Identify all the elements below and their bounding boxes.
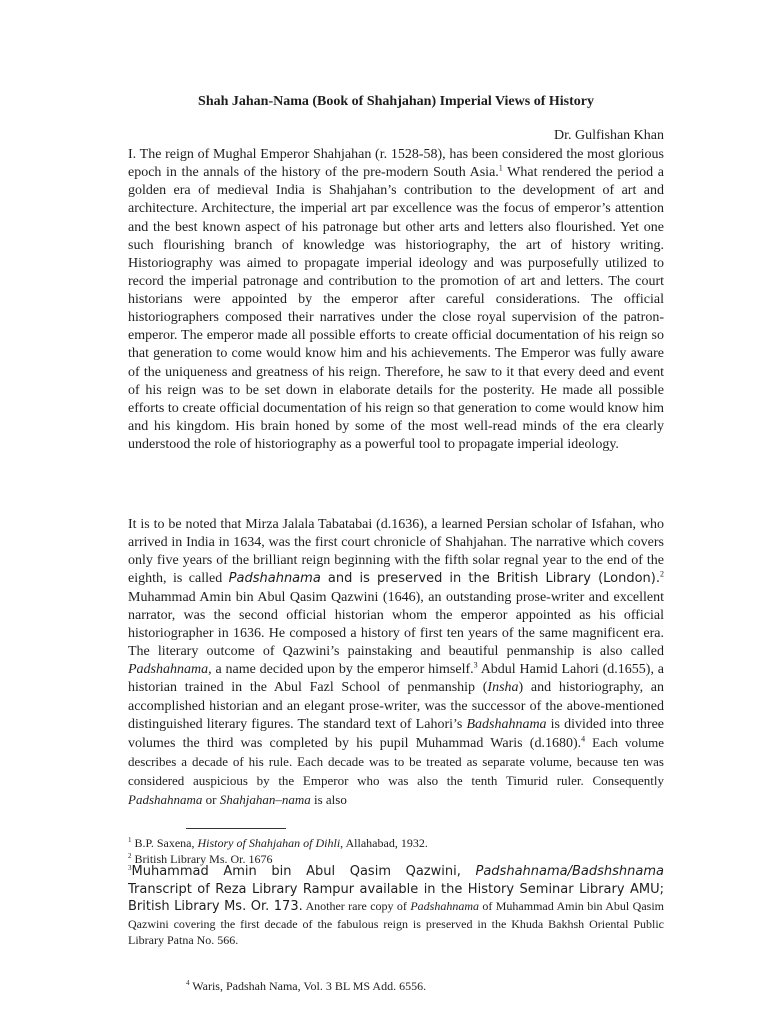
footnote-3-text-a: Another rare copy of — [302, 899, 411, 913]
footnote-2-text: British Library Ms. Or. 1676 — [131, 852, 273, 866]
footnote-3-lead: Muhammad Amin bin Abul Qasim Qazwini, — [131, 864, 476, 879]
footnote-divider — [186, 828, 286, 829]
paragraph-1-text-a: I. The reign of Mughal Emperor Shahjahan (r. 1528-58), has been considered the most glorious epoch in the annals of the history of the pre-modern South Asia. — [128, 147, 664, 181]
footnote-ref-2[interactable]: 2 — [660, 569, 664, 579]
footnote-ref-3[interactable]: 3 — [473, 660, 478, 670]
author-name: Dr. Gulfishan Khan — [553, 128, 664, 143]
paragraph-2-text-f: is divided into three volumes the third was completed by his pupil Muhammad Waris (d.1680). — [128, 716, 665, 751]
document-title: Shah Jahan-Nama (Book of Shahjahan) Imperial Views of History — [198, 94, 594, 109]
footnote-3 — [128, 863, 664, 949]
paragraph-2-text-i: is also — [310, 792, 347, 808]
paragraph-2-text-c: , a name decided upon by the emperor himself. — [208, 662, 474, 678]
paragraph-2-text-a: It is to be noted that Mirza Jalala Tabatabai (d.1636), a learned Persian scholar of Isfahan, who arrived in India in 1634, was the first court chronicle of Shahjahan. The narrative which covers only five years of the brilliant reign beginning with the fifth solar regnal year to the end of the eighth, is called — [128, 517, 664, 587]
paragraph-2-italic-shahjahan-nama: Shahjahan–nama — [219, 792, 311, 808]
footnote-2-number: 2 — [128, 852, 132, 860]
footnote-ref-1[interactable]: 1 — [498, 163, 503, 173]
paragraph-2-text-e: ) and historiography, an accomplished historian and an elegant prose-writer, was the successor of the above-mentioned distinguished literary figures. The standard text of Lahori’s — [128, 680, 665, 732]
paragraph-2-text-d: Abdul Hamid Lahori (d.1655), a historian trained in the Abul Fazl School of penmanship ( — [128, 662, 664, 696]
footnote-1-text-b: , Allahabad, 1932. — [340, 836, 428, 850]
footnote-3-text-b: of Muhammad Amin bin Abul Qasim Qazwini covering the first decade of the fabulous reign is preserved in the Khuda Bakhsh Oriental Public Library Patna No. 566. — [128, 899, 664, 947]
footnote-3-number: 3 — [128, 864, 132, 872]
paragraph-2-text-h: or — [202, 792, 220, 808]
paragraph-2 — [128, 516, 664, 811]
paragraph-2-sans-text: and is preserved in the British Library (London). — [320, 571, 660, 587]
paragraph-1 — [128, 146, 664, 454]
paragraph-2-text-b: Muhammad Amin bin Abul Qasim Qazwini (1646), an outstanding prose-writer and excellent narrator, was the second official historian whom the emperor appointed as his official historiographer in 1636. He composed a history of first ten years of the same magnificent era. The literary outcome of Qazwini’s painstaking and beautiful penmanship is also called — [128, 589, 664, 660]
paragraph-2-italic-padshahnama-3: Padshahnama — [128, 792, 203, 808]
footnote-1-number: 1 — [128, 836, 132, 844]
footnote-ref-4[interactable]: 4 — [581, 734, 586, 744]
footnote-4 — [186, 978, 426, 994]
footnote-1 — [128, 835, 664, 851]
footnote-4-text: Waris, Padshah Nama, Vol. 3 BL MS Add. 6556. — [189, 979, 427, 993]
paragraph-2-italic-insha: Insha — [487, 680, 519, 696]
footnote-1-italic: History of Shahjahan of Dihli — [197, 836, 341, 850]
footnote-3-lead-italic: Padshahnama/Badshshnama — [475, 864, 664, 879]
paragraph-1-text-b: What rendered the period a golden era of medieval India is Shahjahan’s contribution to the development of art and architecture. Architecture, the imperial art par excellence was the focus of emperor’s attention and the best known aspect of his patronage but other arts and letters also flourished. Yet one such flourishing branch of knowledge was historiography, the art of history writing. Historiography was aimed to propagate imperial ideology and was purposefully utilized to record the imperial patronage and contribution to the promotion of art and letters. The court historians were appointed by the emperor after careful considerations. The official historiographers composed their narratives under the close royal supervision of the patron-emperor. The emperor made all possible efforts to create official documentation of his reign so that generation to come would know him and his achievements. The Emperor was fully aware of the uniqueness and greatness of his reign. Therefore, he saw to it that every deed and event of his reign was to be set down in elaborate details for the posterity. He made all possible efforts to create official documentation of his reign so that generation to come would know him and his kingdom. His brain honed by some of the most well-read minds of the era clearly understood the role of historiography as a powerful tool to propagate imperial ideology. — [128, 165, 664, 452]
footnote-3-lead-rest: Transcript of Reza Library Rampur available in the History Seminar Library AMU; British Library Ms. Or. 173. — [128, 881, 664, 914]
paragraph-2-italic-badshahnama: Badshahnama — [466, 716, 547, 732]
paragraph-2-text-g: Each volume describes a decade of his rule. Each decade was to be treated as separate volume, because ten was considered auspicious by the Emperor who was also the tenth Timurid ruler. Consequently — [128, 734, 664, 789]
footnote-3-italic: Padshahnama — [410, 899, 479, 913]
footnote-1-text-a: B.P. Saxena, — [131, 836, 198, 850]
footnote-4-number: 4 — [186, 979, 190, 987]
paragraph-2-italic-padshahnama: Padshahnama — [228, 571, 321, 587]
paragraph-2-italic-padshahnama-2: Padshahnama — [128, 662, 209, 678]
